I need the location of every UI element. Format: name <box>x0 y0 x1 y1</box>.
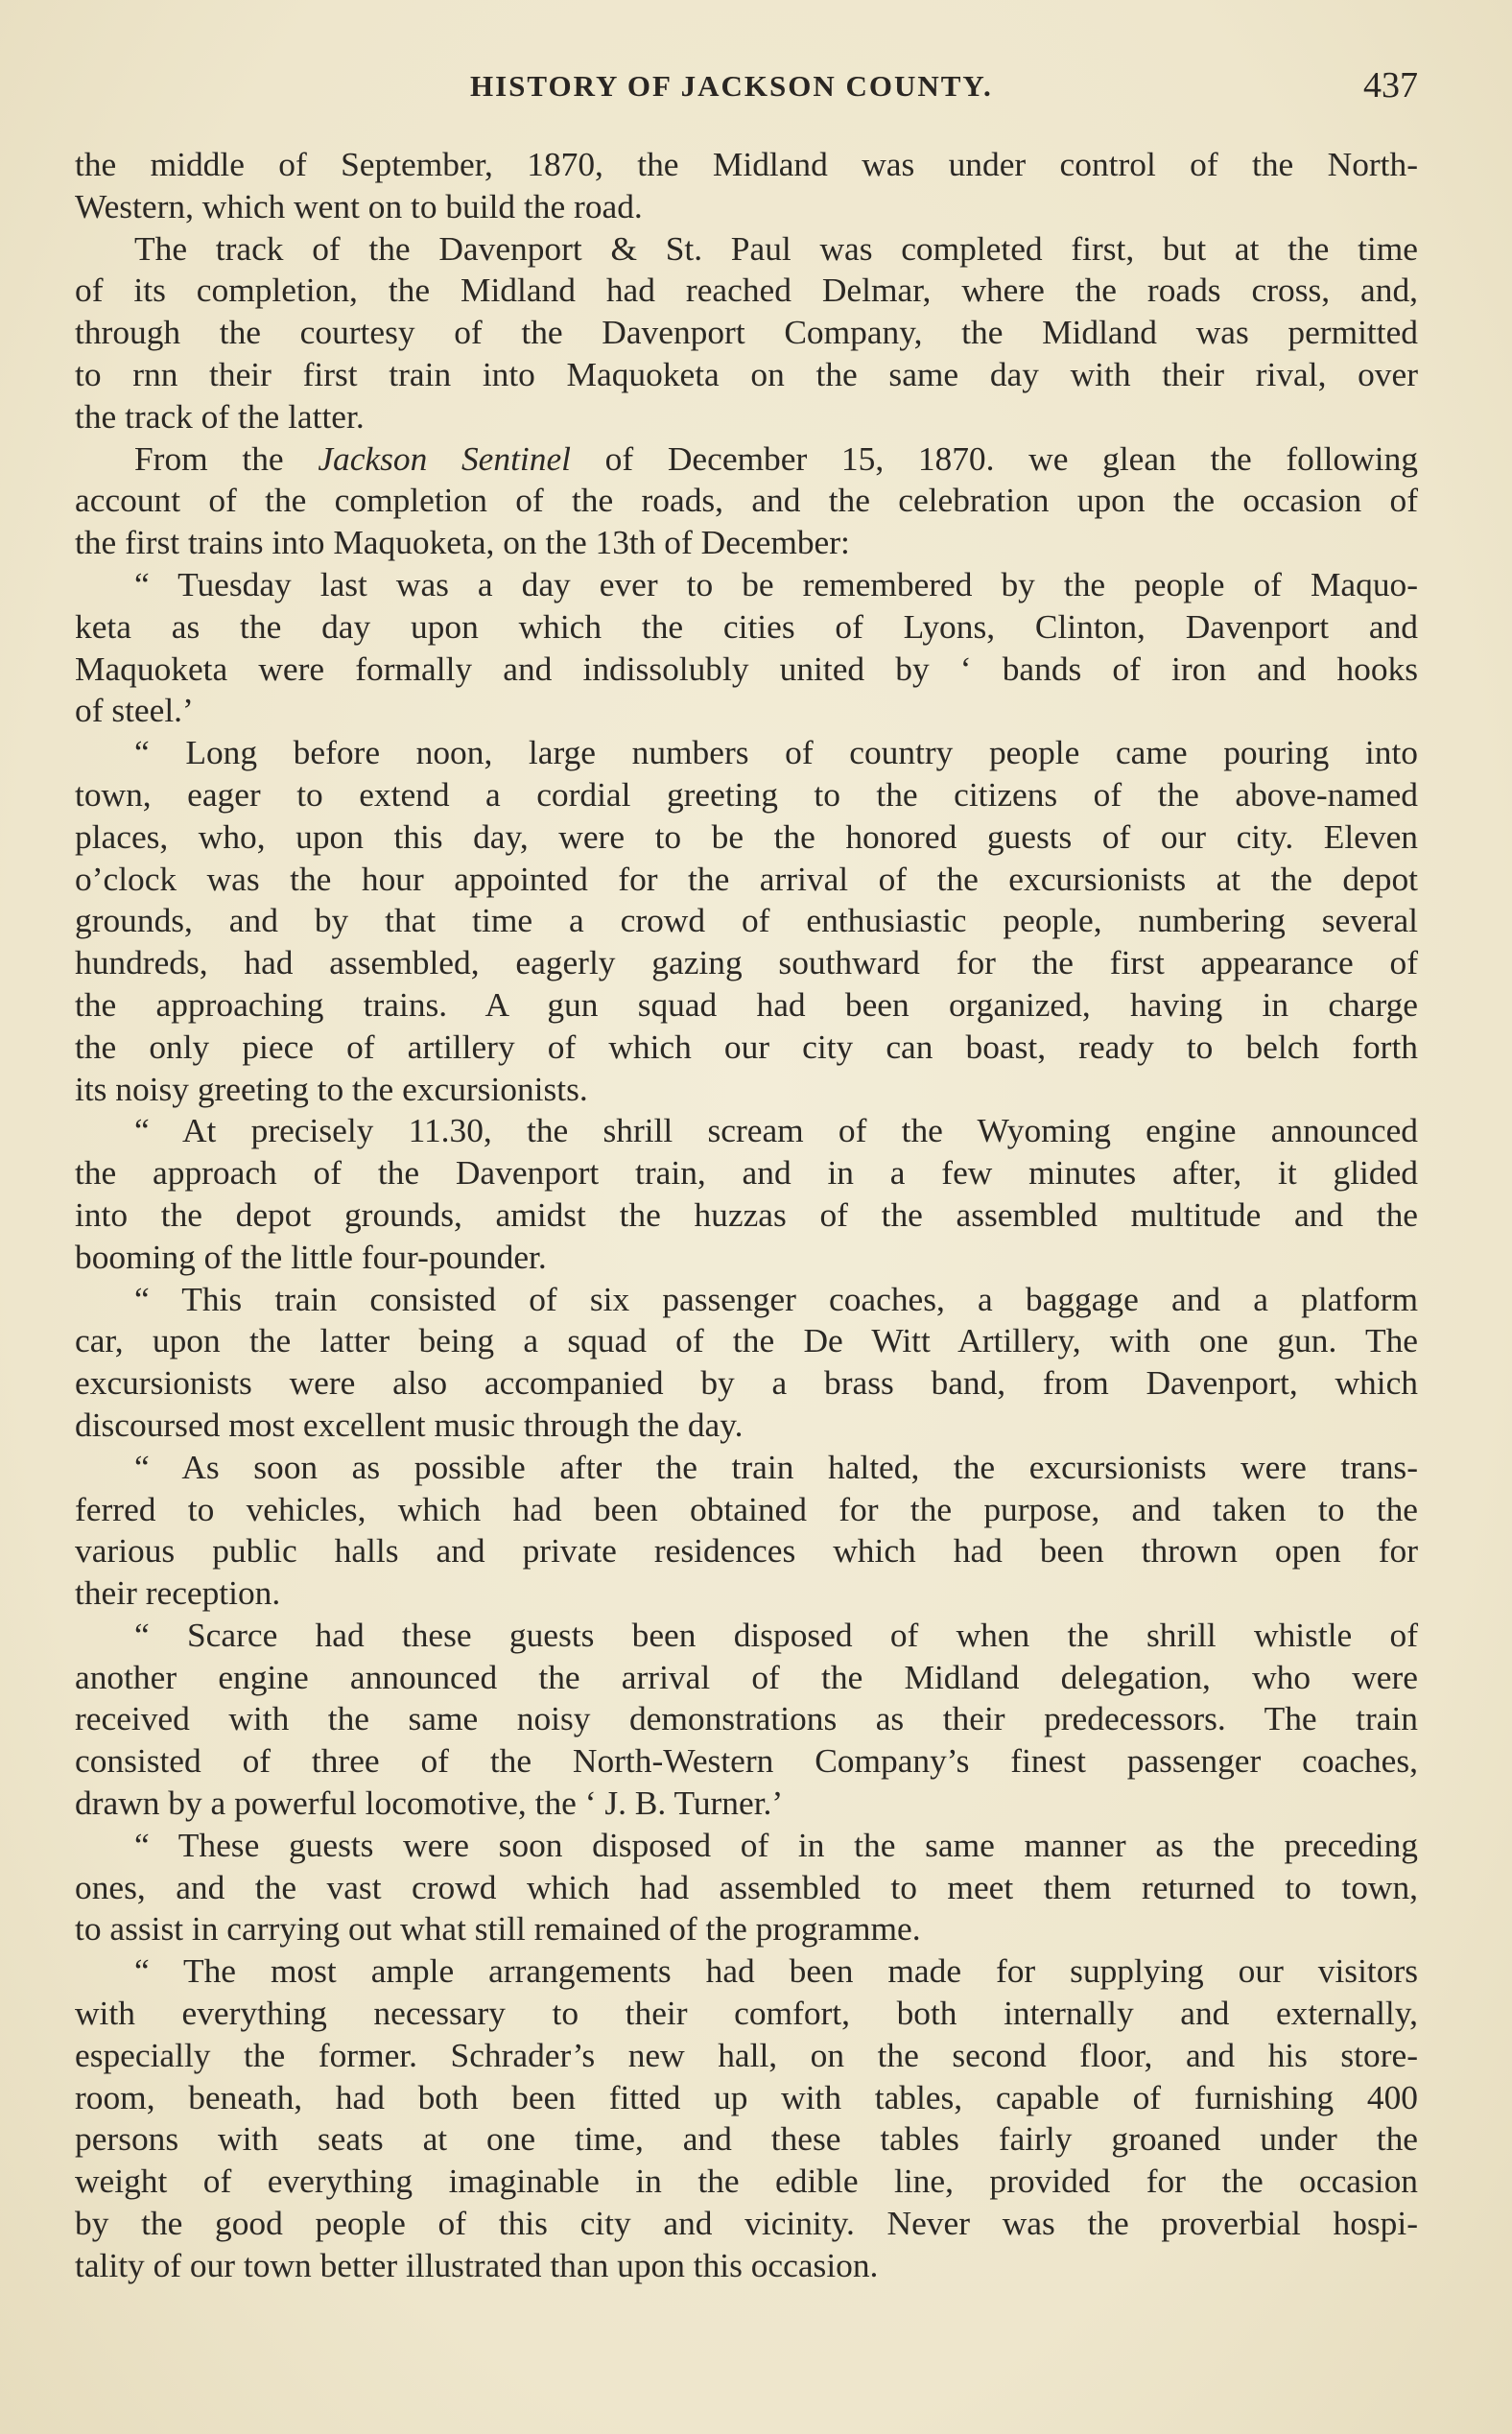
text-line: grounds, and by that time a crowd of enthusiastic people, numbering several <box>75 901 1418 940</box>
text-line: to assist in carrying out what still remained of the programme. <box>75 1909 921 1949</box>
text-line: “ Long before noon, large numbers of country people came pouring into <box>134 733 1418 772</box>
text-run: From the <box>134 438 319 478</box>
text-line: to rnn their first train into Maquoketa on the same day with their rival, over <box>75 354 1418 393</box>
paragraph <box>75 564 1418 732</box>
text-line: room, beneath, had both been fitted up with tables, capable of furnishing 400 <box>75 2077 1418 2116</box>
text-line: weight of everything imaginable in the edible line, provided for the occasion <box>75 2162 1418 2201</box>
text-line: excursionists were also accompanied by a brass band, from Davenport, which <box>75 1363 1418 1403</box>
text-line: “ These guests were soon disposed of in the same manner as the preceding <box>134 1825 1418 1864</box>
text-line: their reception. <box>75 1573 281 1613</box>
text-line: through the courtesy of the Davenport Company, the Midland was permitted <box>75 313 1418 352</box>
text-line: the first trains into Maquoketa, on the 13th of December: <box>75 523 850 562</box>
text-line: the middle of September, 1870, the Midland was under control of the North- <box>75 145 1418 183</box>
text-line: consisted of three of the North-Western Company’s finest passenger coaches, <box>75 1741 1418 1781</box>
text-line: “ As soon as possible after the train halted, the excursionists were trans- <box>134 1447 1418 1486</box>
text-line: “ At precisely 11.30, the shrill scream of the Wyoming engine announced <box>134 1111 1418 1150</box>
text-line: the approach of the Davenport train, and in a few minutes after, it glided <box>75 1153 1418 1193</box>
paragraph <box>75 732 1418 1110</box>
text-line: various public halls and private residences which had been thrown open for <box>75 1531 1418 1571</box>
text-line: account of the completion of the roads, and the celebration upon the occasion of <box>75 481 1418 520</box>
text-line: car, upon the latter being a squad of the De Witt Artillery, with one gun. The <box>75 1321 1418 1360</box>
text-line: ones, and the vast crowd which had assembled to meet them returned to town, <box>75 1867 1418 1906</box>
text-line: tality of our town better illustrated than upon this occasion. <box>75 2245 879 2284</box>
text-line: The track of the Davenport & St. Paul was completed first, but at the time <box>134 228 1418 268</box>
text-line: with everything necessary to their comfort, both internally and externally, <box>75 1994 1418 2033</box>
text-line: Western, which went on to build the road. <box>75 186 643 225</box>
paragraph <box>75 438 1418 564</box>
paragraph <box>75 144 1418 228</box>
text-line: “ Scarce had these guests been disposed of when the shrill whistle of <box>134 1615 1418 1654</box>
text-line: “ Tuesday last was a day ever to be remembered by the people of Maquo- <box>134 564 1418 603</box>
text-line: places, who, upon this day, were to be the honored guests of our city. Eleven <box>75 816 1418 856</box>
newspaper-title: Jackson Sentinel <box>318 438 571 478</box>
text-line: hundreds, had assembled, eagerly gazing southward for the first appearance of <box>75 943 1418 982</box>
text-line: the only piece of artillery of which our city can boast, ready to belch forth <box>75 1027 1418 1066</box>
text-line: by the good people of this city and vicinity. Never was the proverbial hospi- <box>75 2204 1418 2243</box>
text-line: persons with seats at one time, and these tables fairly groaned under the <box>75 2119 1418 2159</box>
text-line: “ The most ample arrangements had been made for supplying our visitors <box>134 1951 1418 1991</box>
text-line: o’clock was the hour appointed for the arrival of the excursionists at the depot <box>75 859 1418 898</box>
paragraph <box>75 1950 1418 2286</box>
text-line: “ This train consisted of six passenger coaches, a baggage and a platform <box>134 1279 1418 1318</box>
text-run: of December 15, 1870. we glean the following <box>570 438 1418 478</box>
text-line: the approaching trains. A gun squad had been organized, having in charge <box>75 984 1418 1024</box>
text-line: another engine announced the arrival of the Midland delegation, who were <box>75 1657 1418 1696</box>
text-line: discoursed most excellent music through the day. <box>75 1405 744 1444</box>
paragraph <box>75 1825 1418 1950</box>
text-line <box>75 438 1418 481</box>
text-line: received with the same noisy demonstrations as their predecessors. The train <box>75 1699 1418 1738</box>
body-text <box>75 144 1418 2287</box>
text-line: drawn by a powerful locomotive, the ‘ J. B. Turner.’ <box>75 1784 784 1823</box>
text-line: the track of the latter. <box>75 396 365 436</box>
page-header <box>75 59 1418 117</box>
paragraph <box>75 1110 1418 1278</box>
paragraph <box>75 228 1418 438</box>
paragraph <box>75 1447 1418 1615</box>
text-line: into the depot grounds, amidst the huzzas of the assembled multitude and the <box>75 1194 1418 1234</box>
paragraph <box>75 1279 1418 1447</box>
text-line: its noisy greeting to the excursionists. <box>75 1069 588 1108</box>
text-line: especially the former. Schrader’s new hall, on the second floor, and his store- <box>75 2035 1418 2074</box>
text-line: of steel.’ <box>75 691 194 730</box>
text-line: Maquoketa were formally and indissolubly united by ‘ bands of iron and hooks <box>75 649 1418 688</box>
page-number: 437 <box>1363 65 1418 106</box>
text-line: town, eager to extend a cordial greeting to the citizens of the above-named <box>75 774 1418 814</box>
text-line: of its completion, the Midland had reached Delmar, where the roads cross, and, <box>75 271 1418 310</box>
text-line: booming of the little four-pounder. <box>75 1237 547 1276</box>
text-line: ferred to vehicles, which had been obtained for the purpose, and taken to the <box>75 1489 1418 1528</box>
paragraph <box>75 1615 1418 1825</box>
running-head: HISTORY OF JACKSON COUNTY. <box>470 69 993 103</box>
text-line: keta as the day upon which the cities of Lyons, Clinton, Davenport and <box>75 606 1418 646</box>
